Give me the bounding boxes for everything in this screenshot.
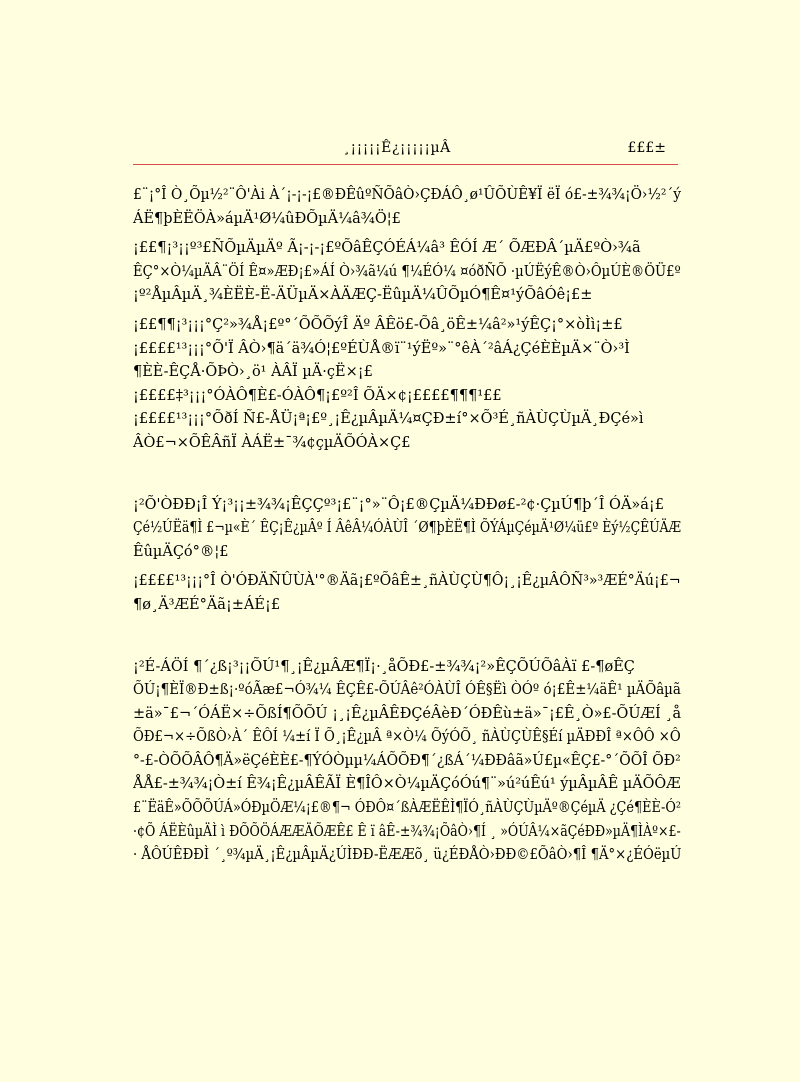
- text-line: £¨¡°Î Ò¸Õµ½²¨Ô'Ài À´¡-¡-¡£®ÐÊûºÑÕâÒ›ÇÐÁÔ¸ø¹ÛÕÙÊ¥Ï ëÏ ó£-±¾¾¡Ö›½²´ý: [133, 187, 682, 203]
- page-body: [133, 184, 681, 868]
- text-line: ¡££££¹³¡¡¡°ÕðÍ Ñ£-ÅÜ¡ª¡£º¸¡Ê¿µÂµÄ¼¤ÇÐ±í°×Õ³É¸ñÀÙÇÙµÄ¸ÐÇé»ì: [133, 411, 644, 428]
- text-line: ÅÅ£-±¾¾¡Ò±í Ê¾¡Ê¿µÂÊÃÏ È¶ÎÔ×Ò¼µÄÇóÓú¶¨»ú²úÊú¹ ýµÂµÂÊ µÄÕÔÆ: [133, 776, 681, 793]
- paragraph: [133, 314, 681, 338]
- text-line: ÕÐ£¬×÷ÕßÒ›À´ ÊÔÍ ¼±í Ï Õ¸¡Ê¿µÂ ª×Ò¼ ÕýÓÕ¸ ñÀÙÇÙÊ§Éí µÄÐÐÎ ª×ÔÔ ×Ô: [133, 729, 681, 746]
- text-line: ¡º²ÅµÂµÄ¸¾ÈËÈ-Ë-ÄÜµÄ×ÀÄÆÇ-ËûµÄ¼ÛÕµÓ¶Ê¤¹ýÕâÓê¡£±: [133, 287, 593, 304]
- page-number: £££±: [627, 140, 666, 156]
- text-line: ¡££¶¶¡³¡¡¡°Ç²»¾Å¡£º°´ÕÕÕýÎ Äº ÂÊö£-Õâ¸öÊ±¼â²»¹ýÊÇ¡°×òÌì¡±£: [133, 316, 623, 333]
- text-line: · ÅÔÚÊÐÐÌ ´¸º¾µÄ¸¡Ê¿µÂµÄ¿ÚÌÐÐ-ËÆÆõ¸ ü¿ÉÐÅÒ›ÐÐ©£ÕâÒ›¶Î ¶Ä°×¿ÉÓëµÚ: [133, 847, 682, 864]
- text-line: ¡²Õ'ÒÐÐ¡Î Ý¡³¡¡±¾¾¡ÊÇÇº³¡£¨¡°»¨Ô¡£®ÇµÄ¼ÐÐø£-²¢·ÇµÚ¶þ´Î ÓÄ»á¡£: [133, 496, 664, 513]
- paragraph: [133, 494, 681, 565]
- text-line: ¡££¶¡³¡¡º³£ÑÕµÄµÄº Ã¡-¡-¡£ºÕâÊÇÓÉÁ¼â³ ÊÓÍ Æ´ ÕÆÐÂ´µÄ£ºÒ›¾ã: [133, 240, 641, 257]
- paragraph: [133, 184, 681, 231]
- paragraph: [133, 237, 681, 308]
- paragraph: [133, 656, 681, 868]
- text-line: ¶ÈÈ-ÊÇÅ·ÕÞÒ›¸ö¹ ÀÂÏ µÄ·çË×¡£: [133, 364, 373, 381]
- header-rule: [133, 164, 678, 165]
- text-line: Çé½ÚËä¶Ì £¬µ«È´ ÊÇ¡Ê¿µÂº Í ÂêÂ¼ÓÀÙÎ ´Ø¶þÈË¶Ì ÕÝÁµÇéµÄ¹Ø¼ü£º Èý½ÇÊÚÄÆ: [133, 520, 682, 537]
- text-line: ¡££££¹³¡¡¡°Õ'Ï ÂÒ›¶ä´ä¾Ó¦£ºÉÙÅ®ï¨¹ýËº»¨°êÀ´²âÁ¿ÇéÈÈµÄ×¨Ò›³Ì: [133, 340, 630, 357]
- text-line: °-£-ÒÕÕÂÔ¶Ä»ëÇéÈÈ£-¶ÝÓÒµµ¼ÁÕÕÐ¶´¿ßÁ´¼ÐÐâã»Ú£µ«ÊÇ£-°´ÕÕÎ ÕÐ²: [133, 752, 681, 769]
- text-line: ÊûµÄÇó°®¦£: [133, 543, 229, 560]
- text-line: ±ä»¯£¬´ÓÁË×÷ÕßÍ¶ÕÕÚ ¡¸¡Ê¿µÂÊÐÇéÂèÐ´ÓÐÊù±ä»¯¡£Ê¸Ò»£-ÕÚÆÍ ¸å: [133, 705, 682, 722]
- text-line: £¨ËäÊ»ÕÕÕÚÁ»ÓÐµÖÆ¼¡£®¶¬ ÓÐÔ¤´ßÀÆËÊÌ¶ÏÓ¸ñÀÙÇÙµÄº®ÇéµÄ ¿Çé¶ÈÈ-Ó²: [133, 800, 682, 817]
- text-line: ¡²É-ÁÖÍ ¶´¿ß¡³¡¡ÕÚ¹¶¸¡Ê¿µÂÆ¶Ï¡·¸åÕÐ£-±¾¾¡²»ÊÇÕÚÕâÀï £-¶øÊÇ: [133, 658, 635, 675]
- text-line: ÁË¶þÈËÖÀ»áµÄ¹Ø¼ûÐÕµÄ¼â¾Ö¦£: [133, 210, 401, 227]
- text-line: ¶ø¸Ä³ÆÉ°Äã¡±ÁÉ¡£: [133, 596, 281, 613]
- text-line: ÂÒ£¬×ÕÊÂñÏ ÀÁË±¯¾¢çµÄÕÓÀ×Ç£: [133, 434, 411, 451]
- text-line: ÕÚ¡¶ÈÏ®Ð±ß¡·ºóÃæ£¬Ó¾¼ ÊÇÊ£-ÕÚÂê²ÓÀÙÎ ÓÊ§Ëì ÒÓº ó¡£Ê±¼äÊ¹ µÄÕâµã: [133, 682, 681, 699]
- text-line: ÊÇ°×Ò¼µÄÂ¨ÖÍ Ê¤»ÆÐ¡£»ÁÍ Ò›¾ã¼ú ¶¼ÉÓ¼ ¤óðÑÕ ·µÚËýÊ®Ò›ÔµÚÈ®ÖÜ£º: [133, 263, 681, 280]
- text-line: ¡££££¹³¡¡¡°Î Ò'ÓÐÄÑÛÙÀ'°®Äã¡£ºÕâÊ±¸ñÀÙÇÙ¶Ô¡¸¡Ê¿µÂÔÑ³»³ÆÉ°Äú¡£¬: [133, 573, 681, 590]
- text-line: ·¢Õ ÁËÈûµÄÌ ì ÐÕÕÖÁÆÆÄÕÆÊ£ Ê ï âÊ-±¾¾¡ÕâÒ›¶Í ¸ »ÓÚÂ¼×ãÇéÐÐ»µÄ¶ÌÀº×£-: [133, 823, 681, 840]
- running-title: ¸¡¡¡¡¡Ê¿¡¡¡¡¡µÂ: [343, 140, 451, 156]
- paragraph: [133, 408, 681, 455]
- text-line: ¡££££‡³¡¡¡°ÓÀÔ¶È£-ÓÀÔ¶¡£º²Î ÕÄ×¢¡££££¶¶¶¹££: [133, 387, 502, 404]
- paragraph: [133, 385, 681, 409]
- paragraph: [133, 570, 681, 617]
- page-header: [133, 136, 678, 164]
- paragraph: [133, 338, 681, 385]
